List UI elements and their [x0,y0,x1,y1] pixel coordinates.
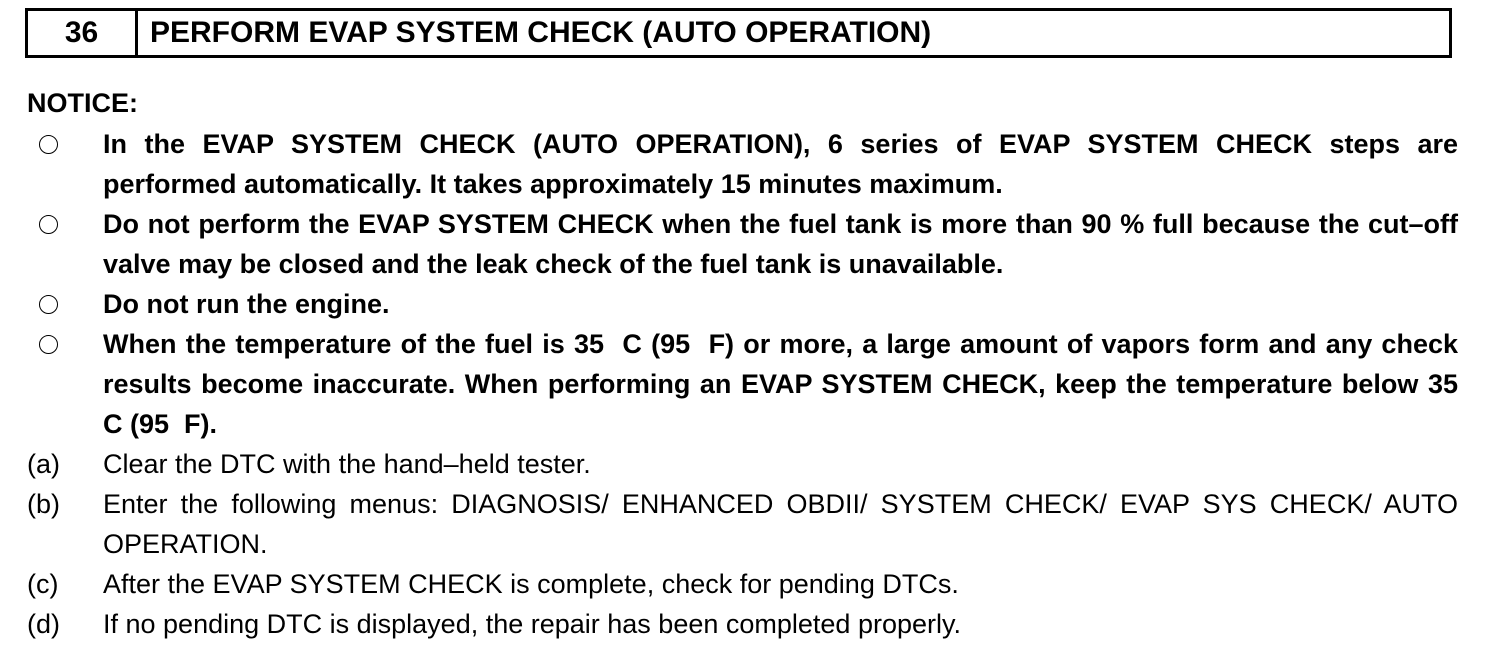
circle-bullet-icon [39,295,58,314]
circle-bullet-icon [39,215,58,234]
step-header [25,8,1452,58]
step-label: (a) [27,449,60,479]
step-title: PERFORM EVAP SYSTEM CHECK (AUTO OPERATION) [150,16,932,49]
notice-item [27,124,1466,204]
notice-item-text: Do not run the engine. [103,289,390,319]
circle-bullet-icon [39,335,58,354]
procedure-step [27,444,1458,484]
procedure-step [27,564,1458,604]
step-label: (d) [27,609,60,639]
notice-item [27,324,1474,444]
notice-heading: NOTICE: [27,88,138,118]
step-text: After the EVAP SYSTEM CHECK is complete, check for pending DTCs. [103,569,959,599]
step-text: Enter the following menus: DIAGNOSIS/ ENHANCED OBDII/ SYSTEM CHECK/ EVAP SYS CHECK/ AUTO OPERATION. [103,489,1466,559]
step-text: Clear the DTC with the hand–held tester. [103,449,591,479]
procedure-step [27,484,1466,564]
step-number: 36 [28,11,138,55]
notice-item [27,284,1458,324]
step-label: (c) [27,569,59,599]
procedure-step [27,604,1458,644]
notice-item-text: Do not perform the EVAP SYSTEM CHECK when the fuel tank is more than 90 % full because the cut–off valve may be closed and the leak check of the fuel tank is unavailable. [103,209,1466,279]
notice-item [27,204,1466,284]
step-label: (b) [27,489,60,519]
notice-item-text: When the temperature of the fuel is 35 C (95 F) or more, a large amount of vapors form and any check results become inaccurate. When performing an EVAP SYSTEM CHECK, keep the temperature below 35 C (95 F). [103,329,1474,439]
step-text: If no pending DTC is displayed, the repair has been completed properly. [103,609,961,639]
notice-item-text: In the EVAP SYSTEM CHECK (AUTO OPERATION), 6 series of EVAP SYSTEM CHECK steps are performed automatically. It takes approximately 15 minutes maximum. [103,129,1466,199]
circle-bullet-icon [39,135,58,154]
